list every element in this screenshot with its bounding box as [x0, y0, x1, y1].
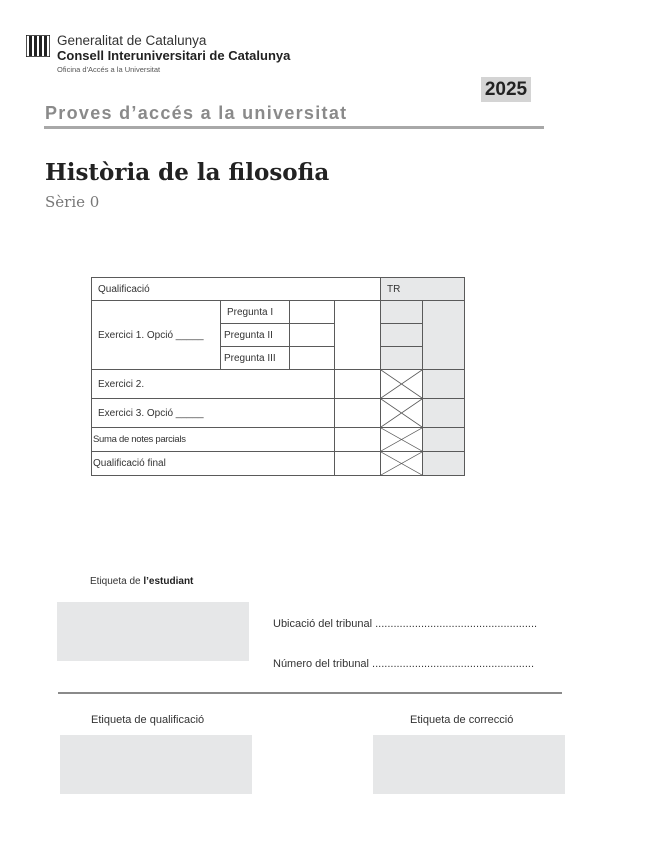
catalan-flag-bars-icon [26, 35, 50, 57]
exercise-2-tr [423, 370, 465, 399]
question-1-label: Pregunta I [221, 301, 290, 324]
question-3-score[interactable] [290, 347, 335, 370]
exercise-3-score[interactable] [335, 399, 381, 428]
final-grade-tr [423, 452, 465, 476]
question-3-tr [381, 347, 423, 370]
partial-sum-tr [423, 428, 465, 452]
grade-label-caption: Etiqueta de qualificació [91, 714, 205, 726]
exercise-1-score[interactable] [335, 301, 381, 370]
subject-title: Història de la filosofia [45, 159, 330, 186]
court-location-field[interactable]: Ubicació del tribunal ..................................................... [273, 618, 538, 630]
exercise-2-score[interactable] [335, 370, 381, 399]
org-line-1: Generalitat de Catalunya [57, 33, 207, 48]
grade-header-row [92, 278, 465, 301]
final-grade-label: Qualificació final [92, 452, 335, 476]
org-line-2: Consell Interuniversitari de Catalunya [57, 48, 291, 63]
correction-label-box[interactable] [373, 735, 565, 794]
exam-name: Proves d’accés a la universitat [45, 103, 348, 123]
student-label-box[interactable] [57, 602, 249, 661]
crossed-cell [381, 428, 423, 452]
header-divider [44, 126, 544, 129]
question-3-label: Pregunta III [221, 347, 290, 370]
exam-year-badge: 2025 [481, 77, 531, 102]
subject-series: Sèrie 0 [45, 193, 100, 211]
exercise-3-tr [423, 399, 465, 428]
question-1-score[interactable] [290, 301, 335, 324]
crossed-cell [381, 452, 423, 476]
exercise-1-tr [423, 301, 465, 370]
court-number-field[interactable]: Número del tribunal ..................................................... [273, 658, 535, 670]
final-grade-row [92, 452, 465, 476]
grade-label-box[interactable] [60, 735, 252, 794]
correction-label-caption: Etiqueta de correcció [410, 714, 514, 726]
partial-sum-label: Suma de notes parcials [92, 428, 335, 452]
partial-sum-row [92, 428, 465, 452]
exercise-3-label: Exercici 3. Opció _____ [92, 399, 335, 428]
question-2-label: Pregunta II [221, 324, 290, 347]
section-divider [58, 692, 562, 694]
tr-header-label: TR [381, 278, 465, 301]
question-1-tr [381, 301, 423, 324]
exercise-2-label: Exercici 2. [92, 370, 335, 399]
exercise-1-row [92, 301, 465, 324]
crossed-cell [381, 399, 423, 428]
student-label-caption: Etiqueta de l’estudiant [90, 576, 194, 587]
question-2-tr [381, 324, 423, 347]
final-grade-score[interactable] [335, 452, 381, 476]
grade-header-label: Qualificació [92, 278, 381, 301]
question-2-score[interactable] [290, 324, 335, 347]
crossed-cell [381, 370, 423, 399]
grade-table [91, 277, 465, 476]
partial-sum-score[interactable] [335, 428, 381, 452]
org-line-3: Oficina d'Accés a la Universitat [57, 65, 161, 74]
exercise-1-label: Exercici 1. Opció _____ [92, 301, 221, 370]
exercise-3-row [92, 399, 465, 428]
exercise-2-row [92, 370, 465, 399]
